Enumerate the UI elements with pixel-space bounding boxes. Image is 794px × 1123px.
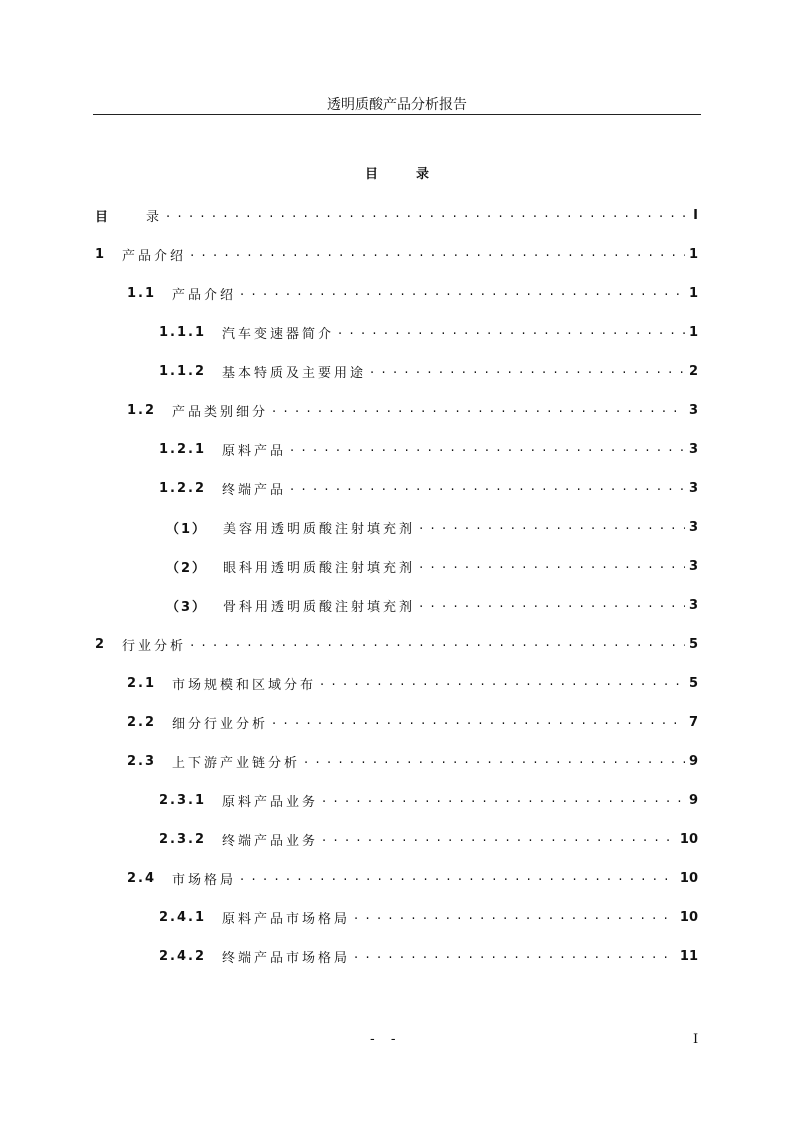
toc-entry-number: 2.4.1 <box>159 909 207 925</box>
toc-leader-dots <box>272 714 685 730</box>
toc-entry-text: 原料产品业务 <box>222 794 319 810</box>
toc-entry-label <box>95 245 186 264</box>
footer-page-number: I <box>693 1032 699 1047</box>
toc-entry[interactable] <box>159 907 698 927</box>
running-header-title: 透明质酸产品分析报告 <box>327 97 467 113</box>
toc-entry-number: 1.2 <box>127 402 157 418</box>
toc-entry-text: 产品介绍 <box>172 287 237 303</box>
toc-leader-dots <box>272 402 685 418</box>
toc-entry-page: 3 <box>688 441 698 457</box>
toc-entry-label <box>159 908 350 927</box>
toc-leader-dots <box>419 597 685 613</box>
toc-entry[interactable] <box>127 712 698 732</box>
toc-entry-number: （1） <box>166 521 208 537</box>
toc-leader-dots <box>304 753 685 769</box>
toc-entry[interactable] <box>159 439 698 459</box>
toc-entry-label <box>166 557 415 576</box>
toc-entry[interactable] <box>95 205 698 225</box>
toc-entry[interactable] <box>127 673 698 693</box>
toc-entry[interactable] <box>159 829 698 849</box>
toc-entry-number: 2.1 <box>127 675 157 691</box>
toc-leader-dots <box>240 285 685 301</box>
footer-mark: - - <box>370 1032 402 1047</box>
toc-entry-number: 2.2 <box>127 714 157 730</box>
toc-entry-text: 行业分析 <box>122 638 187 654</box>
toc-entry-text: 市场格局 <box>172 872 237 888</box>
toc-entry-label <box>159 830 318 849</box>
toc-entry-number: 1.2.2 <box>159 480 207 496</box>
toc-entry-page: 3 <box>688 402 698 418</box>
toc-entry-number: 1.1.1 <box>159 324 207 340</box>
toc-entry-text: 录 <box>146 209 163 225</box>
toc-entry-number: 2.3.1 <box>159 792 207 808</box>
toc-entry[interactable] <box>166 517 698 537</box>
toc-entry-number: 2 <box>95 636 107 652</box>
toc-entry-label <box>127 284 236 303</box>
toc-entry-number: 目 <box>95 209 111 225</box>
toc-entry-text: 原料产品 <box>222 443 287 459</box>
toc-entry-text: 原料产品市场格局 <box>222 911 351 927</box>
toc-entry-number: 1.2.1 <box>159 441 207 457</box>
toc-entry-label <box>159 440 286 459</box>
toc-entry-text: 产品类别细分 <box>172 404 269 420</box>
toc-entry-label <box>95 206 162 225</box>
toc-entry-page: 1 <box>688 285 698 301</box>
toc-entry[interactable] <box>127 400 698 420</box>
toc-entry-label <box>127 674 316 693</box>
toc-entry-text: 终端产品市场格局 <box>222 950 351 966</box>
toc-entry-page: 7 <box>688 714 698 730</box>
toc-entry-label <box>127 752 300 771</box>
toc-entry[interactable] <box>166 556 698 576</box>
toc-entry-text: 眼科用透明质酸注射填充剂 <box>223 560 416 576</box>
toc-leader-dots <box>190 246 685 262</box>
toc-entry-number: （3） <box>166 599 208 615</box>
toc-entry-label <box>159 791 318 810</box>
toc-leader-dots <box>240 870 676 886</box>
toc-entry-page: 3 <box>688 597 698 613</box>
toc-entry-number: 1.1 <box>127 285 157 301</box>
toc-entry-number: 1.1.2 <box>159 363 207 379</box>
toc-leader-dots <box>322 831 676 847</box>
toc-entry[interactable] <box>159 946 698 966</box>
toc-entry-label <box>166 596 415 615</box>
toc-entry-number: 1 <box>95 246 107 262</box>
toc-entry-label <box>159 479 286 498</box>
toc-leader-dots <box>419 558 685 574</box>
toc-entry-page: 5 <box>688 675 698 691</box>
toc-entry[interactable] <box>95 244 698 264</box>
toc-entry[interactable] <box>166 595 698 615</box>
toc-entry-page: 3 <box>688 480 698 496</box>
toc-entry-number: 2.3 <box>127 753 157 769</box>
toc-entry[interactable] <box>159 361 698 381</box>
toc-entry-page: 3 <box>688 519 698 535</box>
toc-entry-text: 细分行业分析 <box>172 716 269 732</box>
toc-entry-text: 美容用透明质酸注射填充剂 <box>223 521 416 537</box>
toc-entry-page: 5 <box>688 636 698 652</box>
toc-entry-page: 11 <box>679 948 698 964</box>
toc-entry-page: 9 <box>688 753 698 769</box>
toc-leader-dots <box>166 207 689 223</box>
toc-entry[interactable] <box>127 283 698 303</box>
toc-entry-number: （2） <box>166 560 208 576</box>
toc-title: 目录 <box>364 167 467 182</box>
toc-leader-dots <box>322 792 685 808</box>
toc-entry-label <box>127 713 268 732</box>
toc-entry-text: 产品介绍 <box>122 248 187 264</box>
toc-entry-label <box>127 869 236 888</box>
toc-entry-page: 1 <box>688 246 698 262</box>
toc-entry-label <box>159 323 334 342</box>
toc-leader-dots <box>370 363 685 379</box>
toc-entry-text: 汽车变速器简介 <box>222 326 335 342</box>
toc-entry-page: 2 <box>688 363 698 379</box>
toc-leader-dots <box>419 519 685 535</box>
toc-entry-number: 2.4.2 <box>159 948 207 964</box>
toc-entry[interactable] <box>127 751 698 771</box>
toc-leader-dots <box>338 324 685 340</box>
toc-entry-label <box>159 362 366 381</box>
toc-entry[interactable] <box>159 790 698 810</box>
toc-entry-text: 基本特质及主要用途 <box>222 365 367 381</box>
toc-leader-dots <box>290 441 685 457</box>
toc-entry-page: 10 <box>679 909 698 925</box>
toc-entry[interactable] <box>127 868 698 888</box>
toc-entry-page: 10 <box>679 831 698 847</box>
toc-leader-dots <box>354 948 676 964</box>
toc-leader-dots <box>190 636 685 652</box>
toc-leader-dots <box>320 675 685 691</box>
toc-entry-text: 市场规模和区域分布 <box>172 677 317 693</box>
toc-entry-page: 1 <box>688 324 698 340</box>
toc-entry-number: 2.4 <box>127 870 157 886</box>
toc-entry-label <box>166 518 415 537</box>
toc-entry-page: 10 <box>679 870 698 886</box>
toc-entry-number: 2.3.2 <box>159 831 207 847</box>
toc-entry-page: 9 <box>688 792 698 808</box>
toc-entry-label <box>159 947 350 966</box>
toc-entry[interactable] <box>159 478 698 498</box>
toc-entry-text: 骨科用透明质酸注射填充剂 <box>223 599 416 615</box>
toc-entry-page: I <box>693 207 698 223</box>
toc-entry-label <box>127 401 268 420</box>
toc-entry-text: 终端产品 <box>222 482 287 498</box>
toc-entry-label <box>95 635 186 654</box>
toc-entry[interactable] <box>95 634 698 654</box>
toc-entry-text: 终端产品业务 <box>222 833 319 849</box>
toc-leader-dots <box>354 909 676 925</box>
toc-entry-page: 3 <box>688 558 698 574</box>
toc-entry-text: 上下游产业链分析 <box>172 755 301 771</box>
toc-leader-dots <box>290 480 685 496</box>
toc-entry[interactable] <box>159 322 698 342</box>
